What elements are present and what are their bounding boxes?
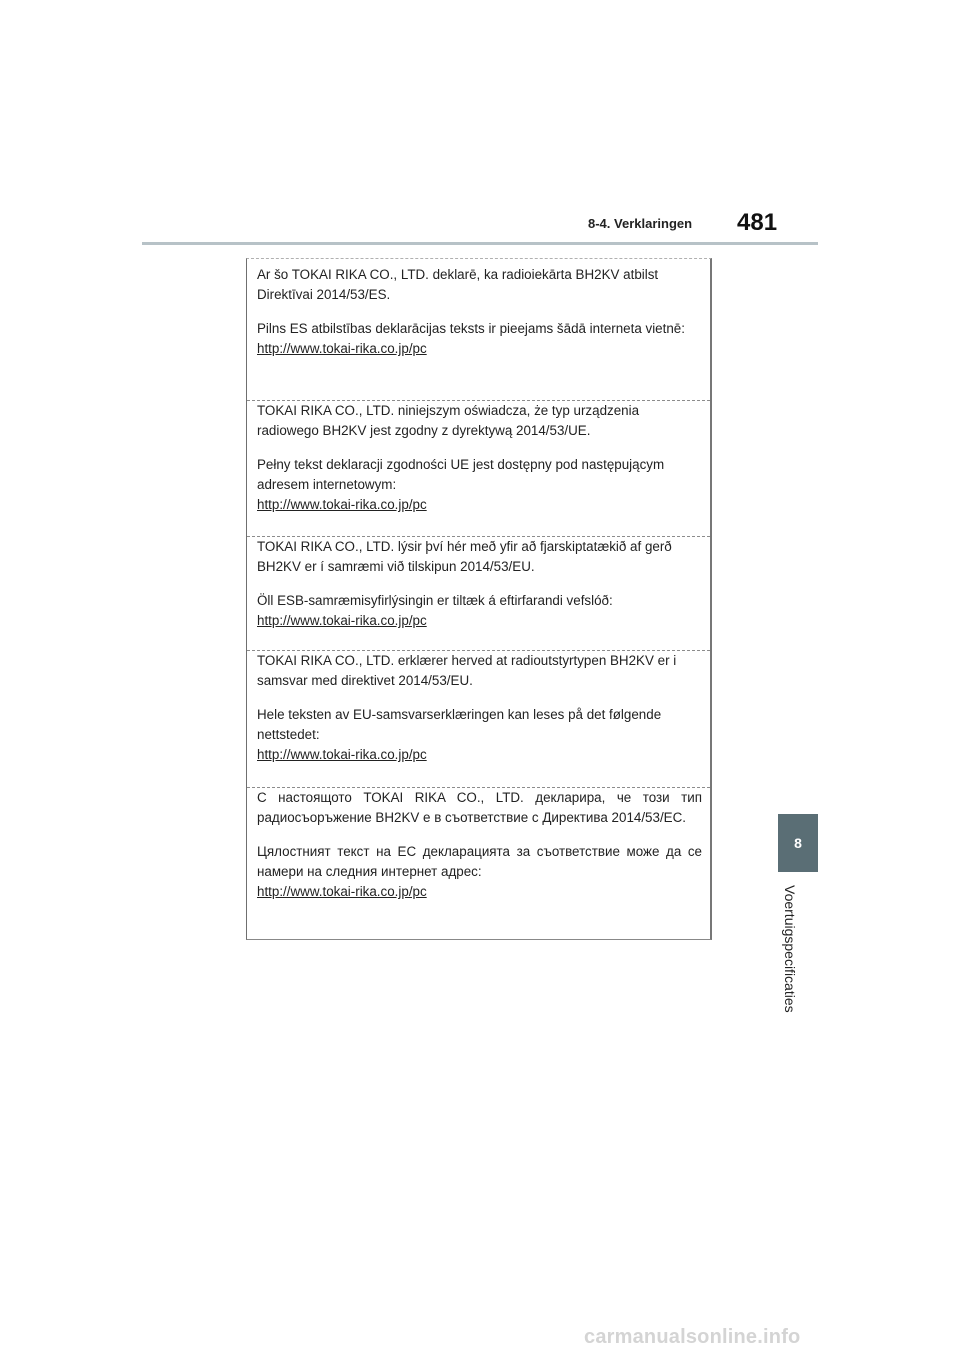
declaration-polish <box>247 401 710 515</box>
declaration-bulgarian <box>247 788 710 902</box>
declaration-statement: TOKAI RIKA CO., LTD. niniejszym oświadcza, że typ urządzenia radiowego BH2KV jest zgodny z dyrektywą 2014/53/UE. <box>257 403 640 438</box>
declaration-url-link[interactable]: http://www.tokai-rika.co.jp/pc <box>257 613 427 628</box>
declaration-url-link[interactable]: http://www.tokai-rika.co.jp/pc <box>257 884 427 899</box>
declaration-fulltext-note: Hele teksten av EU-samsvarserklæringen kan leses på det følgende nettstedet: <box>257 707 662 742</box>
declaration-fulltext-note: Pełny tekst deklaracji zgodności UE jest dostępny pod następującym adresem internetowym: <box>257 457 665 492</box>
declaration-fulltext-note: Öll ESB-samræmisyfirlýsingin er tiltæk á eftirfarandi vefslóð: <box>257 593 613 608</box>
declaration-statement: TOKAI RIKA CO., LTD. lýsir því hér með yfir að fjarskiptatækið af gerð BH2KV er í samræmi við tilskipun 2014/53/EU. <box>257 539 672 574</box>
header-rule <box>142 242 818 245</box>
declaration-icelandic <box>247 537 710 631</box>
declaration-latvian <box>247 265 710 359</box>
declaration-statement: С настоящото TOKAI RIKA CO., LTD. декларира, че този тип радиосъоръжение BH2KV е в съответствие с Директива 2014/53/ЕС. <box>257 790 702 825</box>
chapter-tab[interactable]: 8 <box>778 814 818 872</box>
declaration-statement: Ar šo TOKAI RIKA CO., LTD. deklarē, ka radioiekārta BH2KV atbilst Direktīvai 2014/53/ES. <box>257 267 659 302</box>
declaration-statement: TOKAI RIKA CO., LTD. erklærer herved at radioutstyrtypen BH2KV er i samsvar med direktivet 2014/53/EU. <box>257 653 677 688</box>
declaration-fulltext-note: Цялостният текст на ЕС декларацията за съответствие може да се намери на следния интернет адрес: <box>257 844 702 879</box>
declaration-norwegian <box>247 651 710 765</box>
watermark: carmanualsonline.info <box>584 1326 801 1348</box>
declarations-box <box>246 258 712 940</box>
header-section-title: 8-4. Verklaringen <box>588 216 693 231</box>
declaration-url-link[interactable]: http://www.tokai-rika.co.jp/pc <box>257 341 427 356</box>
declaration-fulltext-note: Pilns ES atbilstības deklarācijas teksts ir pieejams šādā interneta vietnē: <box>257 321 685 336</box>
declaration-url-link[interactable]: http://www.tokai-rika.co.jp/pc <box>257 747 427 762</box>
page-number: 481 <box>737 209 778 236</box>
chapter-title: Voertuigspecificaties <box>782 885 798 1013</box>
declaration-url-link[interactable]: http://www.tokai-rika.co.jp/pc <box>257 497 427 512</box>
